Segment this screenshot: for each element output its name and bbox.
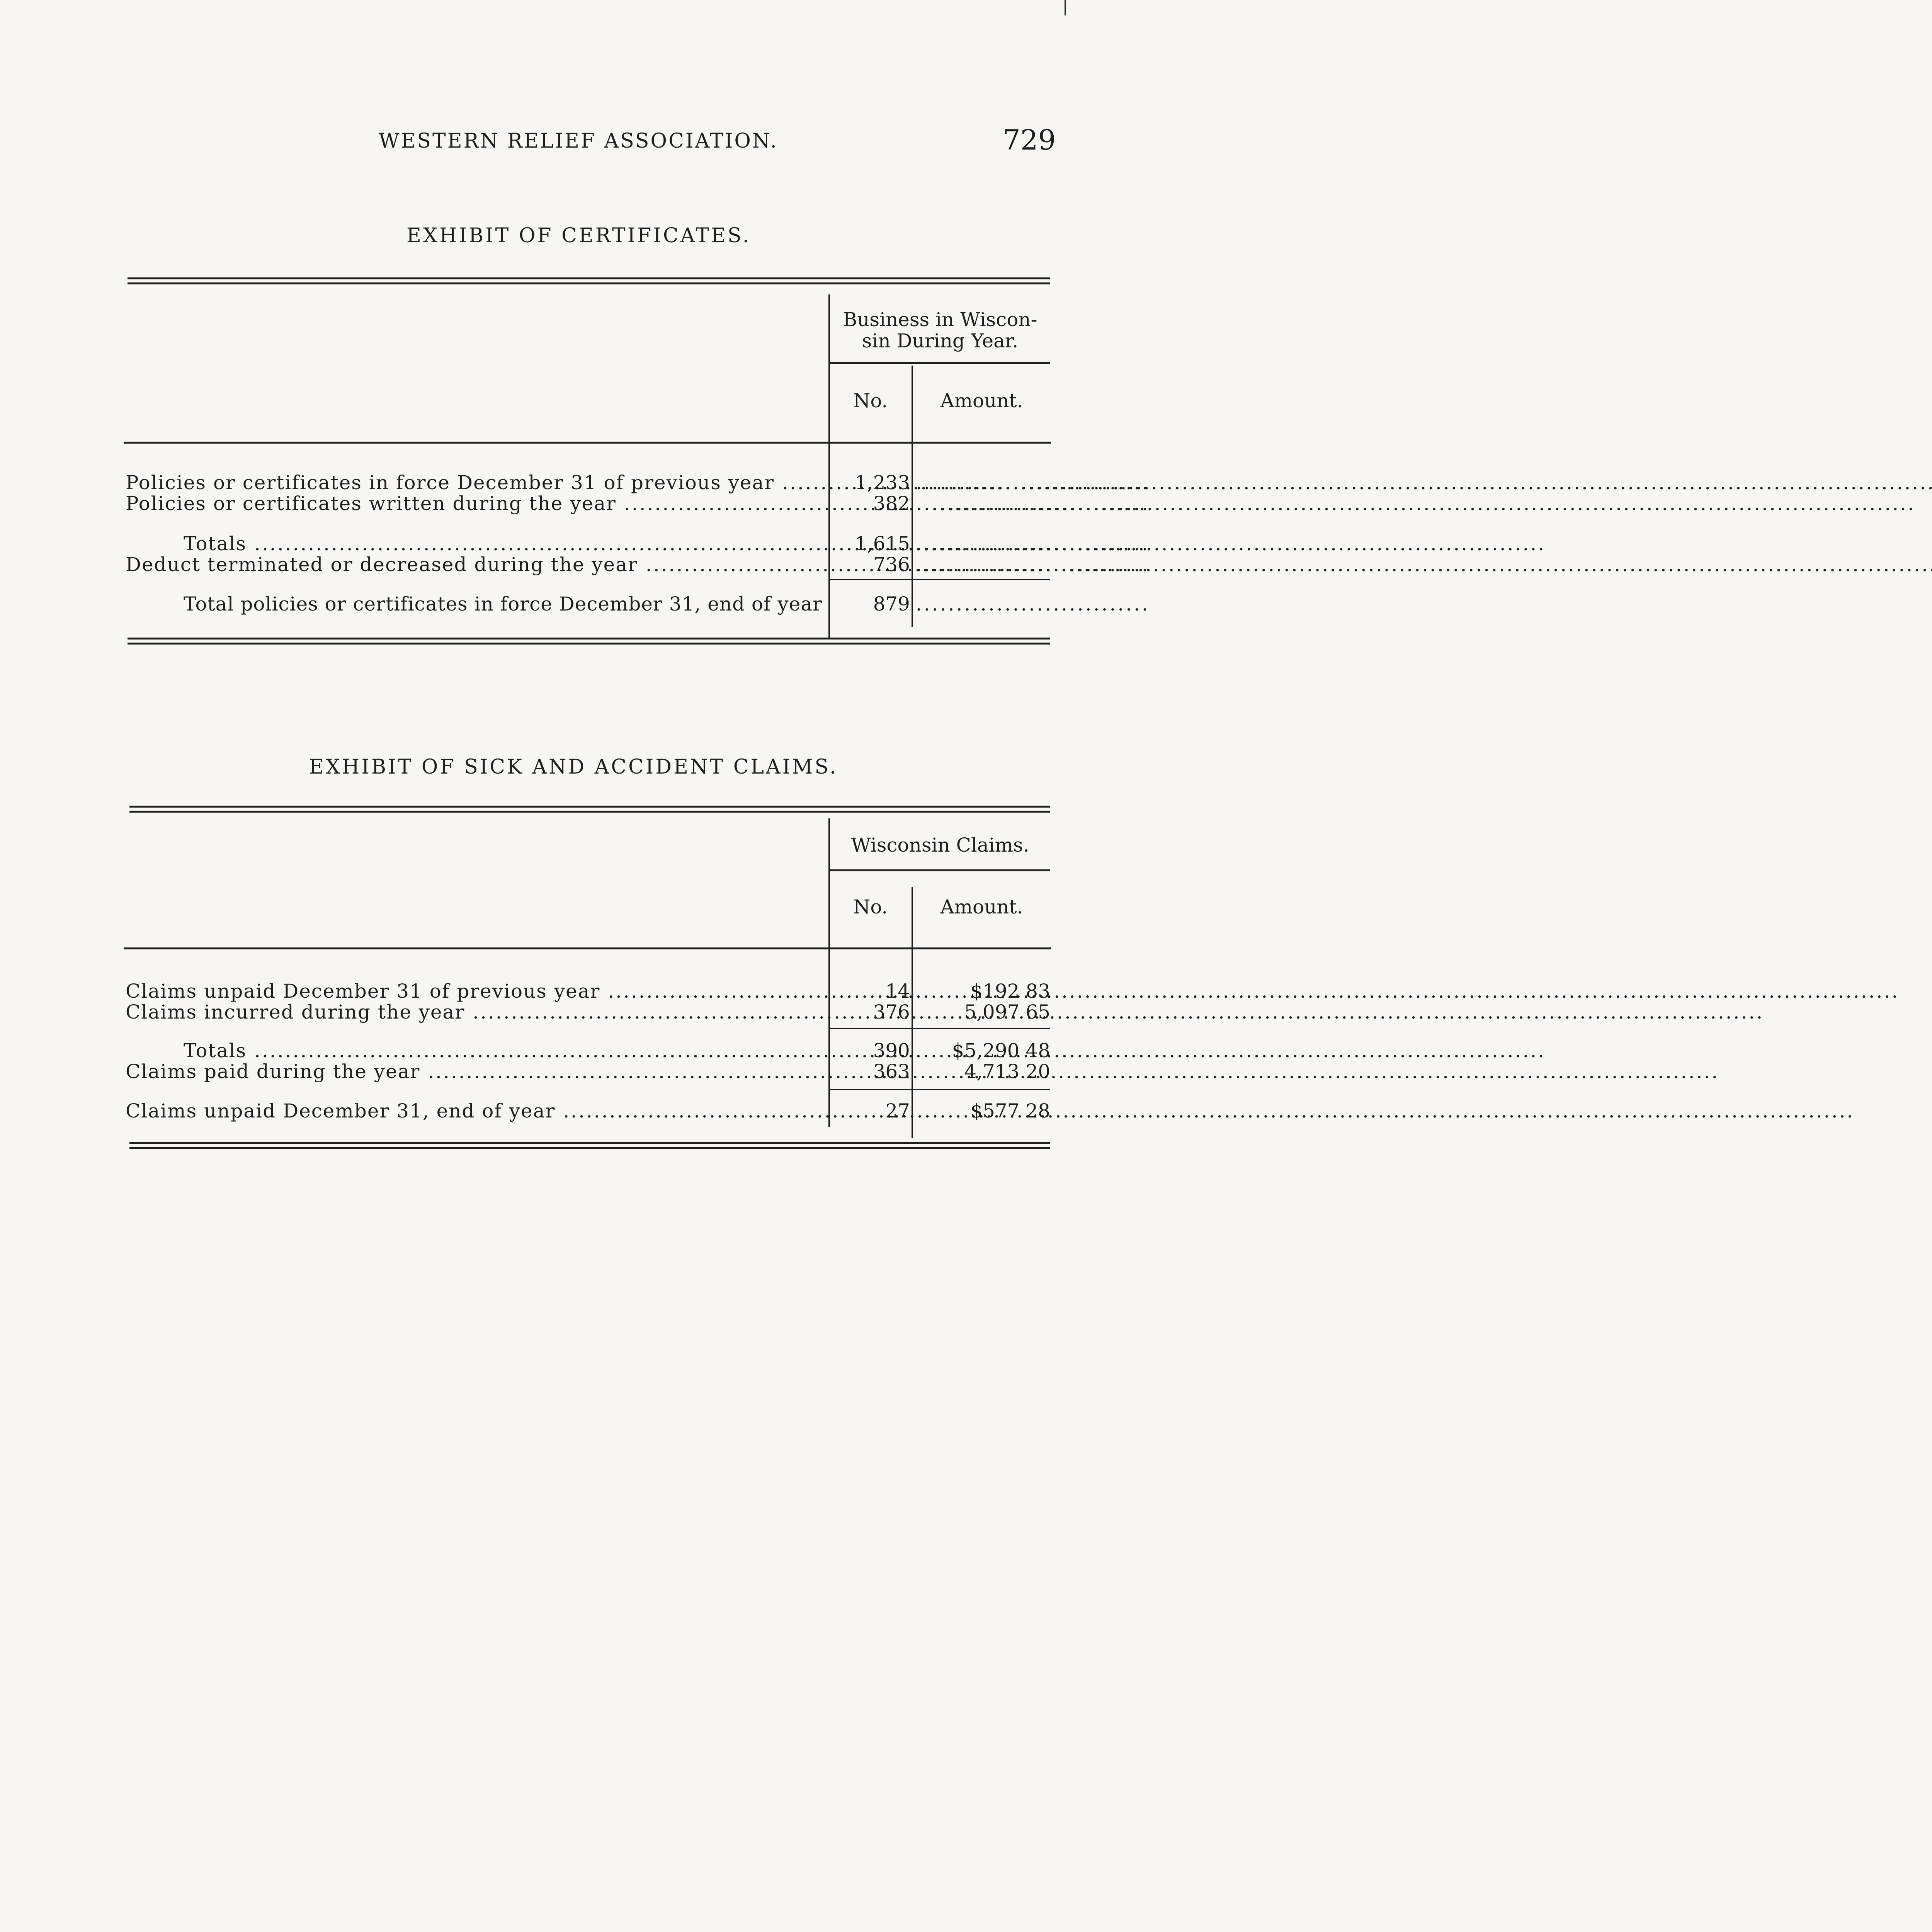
row-no: 879 — [873, 593, 910, 615]
row-label: Claims unpaid December 31 of previous year ..... — [126, 980, 825, 1002]
claims-top-rule — [129, 806, 1050, 813]
table-row — [126, 553, 1150, 576]
row-amount: $192 83 — [970, 980, 1050, 1002]
table-row — [126, 532, 1150, 555]
certificates-group-rule — [830, 362, 1050, 364]
row-no: 382 — [873, 492, 910, 515]
row-label: Policies or certificates written during the year ..... — [126, 492, 825, 515]
row-amount-leader: ............................. — [916, 471, 1150, 494]
row-amount-leader: ............................. — [916, 553, 1150, 576]
table-row — [126, 492, 1150, 515]
row-label: Claims incurred during the year ..... — [126, 1001, 825, 1023]
row-amount: $577 28 — [970, 1100, 1050, 1122]
certificates-col-no: No. — [853, 389, 888, 412]
table-row — [126, 471, 1150, 494]
certificates-total-rule — [830, 579, 1050, 580]
certificates-title: EXHIBIT OF CERTIFICATES. — [406, 224, 751, 247]
row-label: Totals ..... — [184, 532, 825, 555]
running-header: WESTERN RELIEF ASSOCIATION. — [379, 129, 778, 153]
row-no: 736 — [873, 553, 910, 576]
row-no: 14 — [885, 980, 910, 1002]
row-label: Policies or certificates in force December 31 of previous year ..... — [126, 471, 825, 494]
row-no: 376 — [873, 1001, 910, 1023]
claims-group-rule — [830, 869, 1050, 871]
claims-bottom-rule — [129, 1142, 1050, 1149]
row-label: Totals ..... — [184, 1039, 825, 1062]
certificates-group-header: Business in Wiscon- sin During Year. — [843, 308, 1037, 352]
row-amount-leader: ............................. — [916, 492, 1150, 515]
row-amount: $5,290 48 — [952, 1039, 1050, 1062]
row-amount-leader: ............................. — [916, 532, 1150, 555]
claims-header-rule — [124, 947, 1051, 949]
claims-title: EXHIBIT OF SICK AND ACCIDENT CLAIMS. — [309, 755, 838, 779]
row-amount: 4,713 20 — [964, 1060, 1050, 1083]
page-number: 729 — [1003, 124, 1056, 156]
table-row — [126, 1039, 1053, 1062]
row-label: Deduct terminated or decreased during the year ..... — [126, 553, 825, 576]
certificates-top-rule — [128, 277, 1050, 284]
claims-col-amount: Amount. — [940, 896, 1023, 918]
claims-group-header: Wisconsin Claims. — [851, 834, 1029, 856]
row-no: 390 — [873, 1039, 910, 1062]
row-no: 1,233 — [854, 471, 910, 494]
claims-subtotal-rule — [830, 1028, 1050, 1029]
row-label: Claims paid during the year ..... — [126, 1060, 825, 1083]
certificates-col-amount: Amount. — [940, 389, 1023, 412]
certificates-bottom-rule — [128, 638, 1050, 645]
table-row — [126, 980, 1053, 1002]
row-no: 1,615 — [854, 532, 910, 555]
table-row — [126, 593, 1150, 615]
row-no: 363 — [873, 1060, 910, 1083]
table-row — [126, 1060, 1053, 1083]
table-row — [126, 1100, 1053, 1122]
certificates-header-rule — [124, 442, 1051, 444]
table-row — [126, 1001, 1053, 1023]
row-label: Claims unpaid December 31, end of year ..... — [126, 1100, 825, 1122]
row-label: Total policies or certificates in force December 31, end of year — [184, 593, 822, 615]
row-amount: 5,097 65 — [964, 1001, 1050, 1023]
row-no: 27 — [885, 1100, 910, 1122]
claims-total-rule — [830, 1089, 1050, 1090]
claims-col-no: No. — [853, 896, 888, 918]
scan-edge-mark — [1065, 0, 1066, 15]
row-amount-leader: ............................. — [916, 593, 1150, 615]
